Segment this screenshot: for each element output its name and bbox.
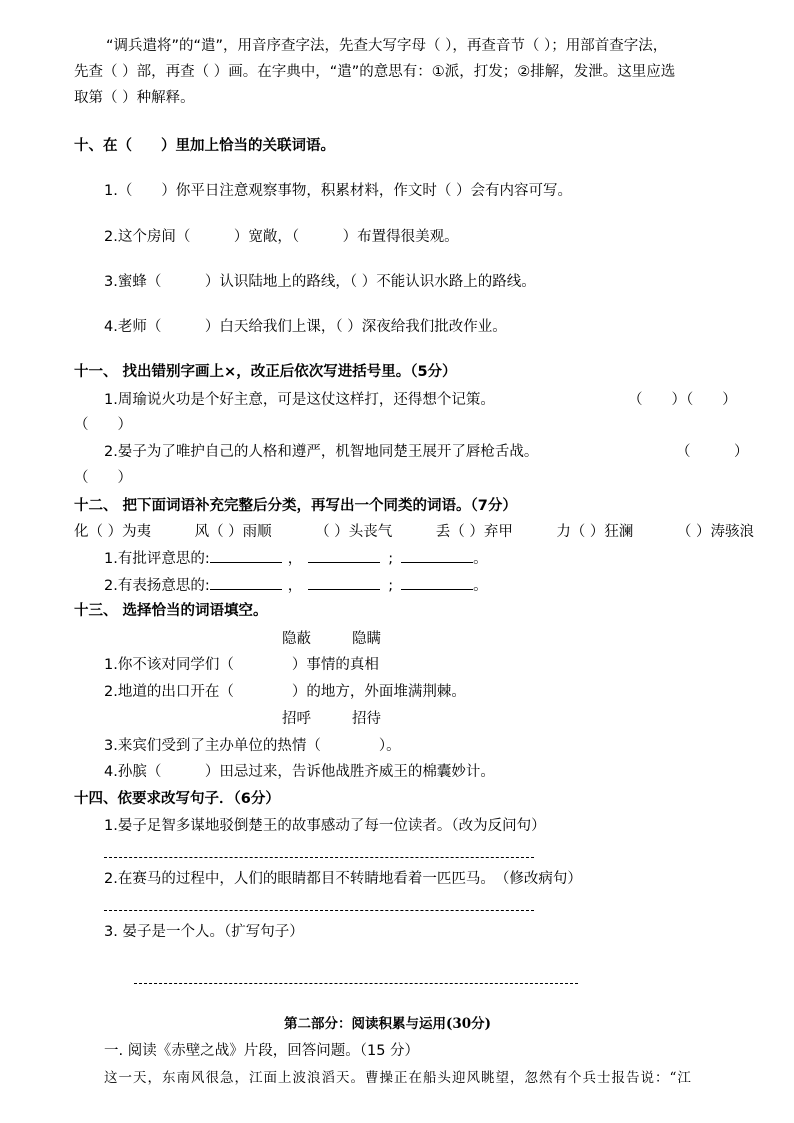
semicolon-separator: ; [388,578,394,594]
section-10-title: 十、在（ ）里加上恰当的关联词语。 [74,138,335,154]
answer-blank[interactable] [210,575,282,590]
section-13-q4: 4.孙膑（ ）田忌过来，告诉他战胜齐威王的棉囊妙计。 [104,764,495,780]
reading-question-1: 一. 阅读《赤壁之战》片段，回答问题。（15 分） [104,1043,420,1059]
intro-line-1: “调兵遣将”的“遣”，用音序查字法，先查大写字母（ ），再查音节（ ）；用部首查字法， [106,38,668,54]
answer-blank[interactable] [210,548,282,563]
section-10-item-3: 3.蜜蜂（ ）认识陆地上的路线，（ ）不能认识水路上的路线。 [104,274,536,290]
section-11-item-2: 2.晏子为了唯护自己的人格和遵严，机智地同楚王展开了唇枪舌战。 [104,444,539,460]
section-10-item-1: 1.（ ）你平日注意观察事物，积累材料，作文时（ ）会有内容可写。 [104,183,572,199]
section-12-q1 [104,548,488,569]
answer-blank[interactable] [401,575,473,590]
answer-line-3[interactable] [134,983,578,984]
word-choice-1b: 隐瞒 [352,631,381,647]
idiom-4: 丢（ ）弃甲 [435,524,513,540]
answer-blank[interactable] [308,548,380,563]
section-13-title: 十三、 选择恰当的词语填空。 [74,603,268,619]
comma-separator: ， [287,551,303,567]
answer-line-1[interactable] [104,857,534,858]
section-13-q1: 1.你不该对同学们（ ）事情的真相 [104,657,379,673]
section-12-word-row [74,522,754,542]
section-13-q2: 2.地道的出口开在（ ）的地方，外面堆满荆棘。 [104,684,466,700]
idiom-5: 力（ ）狂澜 [556,524,634,540]
section-14-q3: 3. 晏子是一个人。（扩写句子） [104,924,304,940]
section-10-item-4: 4.老师（ ）白天给我们上课，（ ）深夜给我们批改作业。 [104,319,507,335]
section-14-q2: 2.在赛马的过程中，人们的眼睛都目不转睛地看着一匹匹马。 （修改病句） [104,871,582,887]
period: 。 [473,551,488,567]
answer-line-2[interactable] [104,910,534,911]
answer-blank[interactable] [308,575,380,590]
q1-label: 1.有批评意思的: [104,551,210,567]
section-10-item-2: 2.这个房间（ ）宽敞，（ ）布置得很美观。 [104,229,459,245]
section-11-item-2-cont: （ ） [74,470,132,486]
semicolon-separator: ; [388,551,394,567]
section-11-item-2-brackets: （ ） [676,444,749,460]
word-choice-1a: 隐蔽 [282,631,311,647]
word-choice-2a: 招呼 [282,711,311,727]
section-12-title: 十二、 把下面词语补充完整后分类，再写出一个同类的词语。（7分） [74,498,517,514]
reading-passage: 这一天，东南风很急，江面上波浪滔天。曹操正在船头迎风眺望，忽然有个兵士报告说：“江 [104,1070,692,1086]
section-11-item-1-brackets: （ ）（ ） [628,392,737,408]
q2-label: 2.有表扬意思的: [104,578,210,594]
section-11-item-1-cont: （ ） [74,417,132,433]
section-12-q2 [104,575,488,596]
section-11-title: 十一、 找出错别字画上×，改正后依次写进括号里。（5分） [74,364,457,380]
intro-line-2: 先查（ ）部，再查（ ）画。在字典中，“遣”的意思有：①派，打发；②排解，发泄。这里应选 [74,64,676,80]
part-2-title: 第二部分：阅读积累与运用(30分) [284,1016,492,1032]
comma-separator: ， [287,578,303,594]
intro-line-3: 取第（ ）种解释。 [74,90,195,106]
idiom-3: （ ）头丧气 [315,524,393,540]
idiom-2: 风（ ）雨顺 [194,524,272,540]
section-14-title: 十四、依要求改写句子．（6分） [74,791,280,807]
word-choice-2b: 招待 [352,711,381,727]
section-14-q1: 1.晏子足智多谋地驳倒楚王的故事感动了每一位读者。（改为反问句） [104,818,546,834]
idiom-1: 化（ ）为夷 [74,524,152,540]
period: 。 [473,578,488,594]
answer-blank[interactable] [401,548,473,563]
section-13-q3: 3.来宾们受到了主办单位的热情（ ）。 [104,738,401,754]
section-11-item-1: 1.周瑜说火功是个好主意，可是这仗这样打，还得想个记策。 [104,392,495,408]
idiom-6: （ ）涛骇浪 [676,524,754,540]
